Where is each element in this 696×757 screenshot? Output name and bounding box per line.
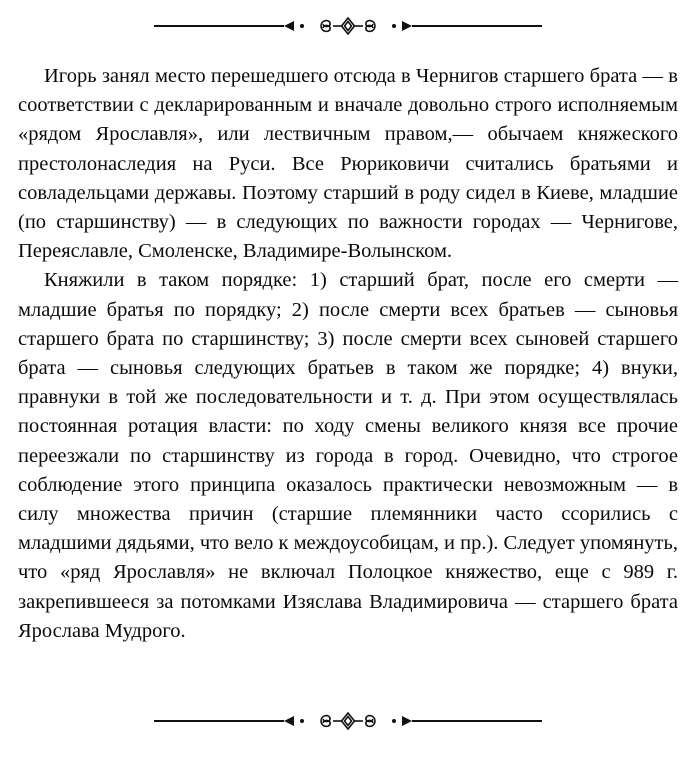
- ornament-rule: [154, 25, 284, 27]
- ornament-triangle-left-icon: [284, 21, 294, 31]
- ornament-dot-icon: [300, 719, 304, 723]
- ornament-triangle-right-icon: [402, 21, 412, 31]
- document-page: [0, 6, 696, 757]
- ornament-center-flourish-icon: [311, 710, 385, 732]
- ornament-center-flourish-icon: [311, 15, 385, 37]
- ornament-left-rule: [154, 21, 308, 31]
- ornament-rule: [412, 720, 542, 722]
- paragraph-2: Княжили в таком порядке: 1) старший брат, после его смерти — младшие братья по порядку; 2) после смерти всех братьев — сыновья старшего брата по старшинству; 3) после смерти всех сыновей старшего брата — сыновья следующих братьев в таком же порядке; 4) внуки, правнуки в той же последовательности и т. д. При этом осуществлялась постоянная ротация власти: по ходу смены великого князя все прочие переезжали по старшинству из города в город. Очевидно, что строгое соблюдение этого принципа оказалось практически невозможным — в силу множества причин (старшие племянники часто ссорились с младшими дядьями, что вело к междоусобицам, и пр.). Следует упомянуть, что «ряд Ярославля» не включал Полоцкое княжество, еще с 989 г. закрепившееся за потомками Изяслава Владимировича — старшего брата Ярослава Мудрого.: [18, 269, 678, 642]
- ornament-triangle-right-icon: [402, 716, 412, 726]
- ornament-left-rule: [154, 716, 308, 726]
- ornament-triangle-left-icon: [284, 716, 294, 726]
- ornament-rule: [154, 720, 284, 722]
- ornament-dot-icon: [392, 24, 396, 28]
- body-text: [18, 62, 678, 646]
- ornament-dot-icon: [300, 24, 304, 28]
- ornament-dot-icon: [392, 719, 396, 723]
- ornament-rule: [412, 25, 542, 27]
- paragraph-1: Игорь занял место перешедшего отсюда в Чернигов старшего брата — в соответствии с декларированным и вначале довольно строго исполняемым «рядом Ярославля», или лествичным правом,— обычаем княжеского престолонаследия на Руси. Все Рюриковичи считались братьями и совладельцами державы. Поэтому старший в роду сидел в Киеве, младшие (по старшинству) — в следующих по важности городах — Чернигове, Переяславле, Смоленске, Владимире-Волынском.: [18, 65, 678, 263]
- decorative-divider-bottom: [0, 701, 696, 741]
- ornament-right-rule: [388, 716, 542, 726]
- decorative-divider-top: [18, 6, 678, 46]
- ornament-right-rule: [388, 21, 542, 31]
